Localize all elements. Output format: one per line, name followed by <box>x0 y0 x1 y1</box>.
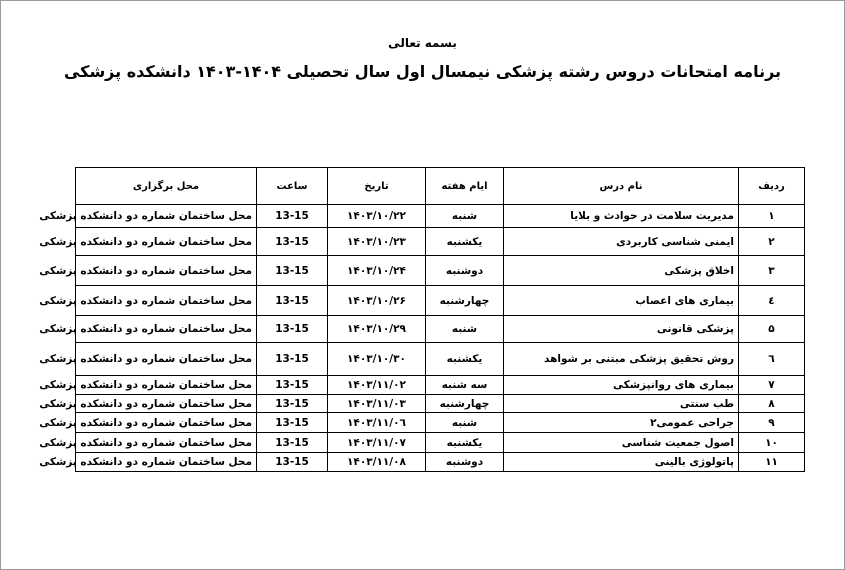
header-time: ساعت <box>257 168 328 205</box>
cell-date: ۱۴۰۳/۱۰/۲۲ <box>328 205 426 228</box>
header-place: محل برگزاری <box>76 168 257 205</box>
header-num: ردیف <box>739 168 805 205</box>
cell-time: 13-15 <box>257 228 328 256</box>
cell-day: یکشنبه <box>426 343 504 376</box>
cell-course: بیماری های روانپزشکی <box>504 376 739 395</box>
cell-num: ٦ <box>739 343 805 376</box>
cell-time: 13-15 <box>257 395 328 413</box>
cell-place: محل ساختمان شماره دو دانشکده پزشکی <box>76 228 257 256</box>
cell-day: شنبه <box>426 205 504 228</box>
header-date: تاریخ <box>328 168 426 205</box>
cell-date: ۱۴۰۳/۱۰/۲۳ <box>328 228 426 256</box>
table-header-row <box>76 168 805 205</box>
cell-date: ۱۴۰۳/۱۱/۰۳ <box>328 395 426 413</box>
cell-day: دوشنبه <box>426 453 504 472</box>
cell-course: پزشکی قانونی <box>504 316 739 343</box>
exam-schedule-table <box>39 167 805 472</box>
cell-time: 13-15 <box>257 413 328 433</box>
table-row <box>76 316 805 343</box>
cell-time: 13-15 <box>257 376 328 395</box>
cell-date: ۱۴۰۳/۱۰/۳۰ <box>328 343 426 376</box>
header-day: ایام هفته <box>426 168 504 205</box>
cell-num: ۱ <box>739 205 805 228</box>
cell-time: 13-15 <box>257 286 328 316</box>
table-row <box>76 413 805 433</box>
cell-time: 13-15 <box>257 205 328 228</box>
cell-time: 13-15 <box>257 256 328 286</box>
cell-course: طب سنتی <box>504 395 739 413</box>
table-row <box>76 228 805 256</box>
bismillah-heading: بسمه تعالی <box>388 36 457 50</box>
table-row <box>76 433 805 453</box>
cell-num: ۱۱ <box>739 453 805 472</box>
cell-num: ۱۰ <box>739 433 805 453</box>
cell-date: ۱۴۰۳/۱۱/۰۲ <box>328 376 426 395</box>
cell-place: محل ساختمان شماره دو دانشکده پزشکی <box>76 453 257 472</box>
cell-day: یکشنبه <box>426 228 504 256</box>
table-row <box>76 395 805 413</box>
cell-course: بیماری های اعصاب <box>504 286 739 316</box>
cell-place: محل ساختمان شماره دو دانشکده پزشکی <box>76 286 257 316</box>
cell-num: ۹ <box>739 413 805 433</box>
cell-num: ۳ <box>739 256 805 286</box>
cell-place: محل ساختمان شماره دو دانشکده پزشکی <box>76 316 257 343</box>
cell-date: ۱۴۰۳/۱۰/۲۹ <box>328 316 426 343</box>
cell-date: ۱۴۰۳/۱۱/۰۸ <box>328 453 426 472</box>
cell-place: محل ساختمان شماره دو دانشکده پزشکی <box>76 413 257 433</box>
cell-day: شنبه <box>426 316 504 343</box>
cell-num: ٤ <box>739 286 805 316</box>
cell-time: 13-15 <box>257 433 328 453</box>
table-row <box>76 286 805 316</box>
cell-day: دوشنبه <box>426 256 504 286</box>
table-body <box>39 205 805 472</box>
cell-num: ۷ <box>739 376 805 395</box>
cell-date: ۱۴۰۳/۱۰/۲۶ <box>328 286 426 316</box>
cell-course: اصول جمعیت شناسی <box>504 433 739 453</box>
cell-date: ۱۴۰۳/۱۰/۲۴ <box>328 256 426 286</box>
cell-time: 13-15 <box>257 316 328 343</box>
table-row <box>76 205 805 228</box>
cell-course: روش تحقیق پزشکی مبتنی بر شواهد <box>504 343 739 376</box>
cell-place: محل ساختمان شماره دو دانشکده پزشکی <box>76 433 257 453</box>
cell-place: محل ساختمان شماره دو دانشکده پزشکی <box>76 395 257 413</box>
cell-num: ۲ <box>739 228 805 256</box>
cell-num: ۵ <box>739 316 805 343</box>
table-row <box>76 256 805 286</box>
cell-course: پاتولوژی بالینی <box>504 453 739 472</box>
cell-day: چهارشنبه <box>426 286 504 316</box>
cell-place: محل ساختمان شماره دو دانشکده پزشکی <box>76 343 257 376</box>
cell-place: محل ساختمان شماره دو دانشکده پزشکی <box>76 376 257 395</box>
table-row <box>76 376 805 395</box>
cell-course: جراحی عمومی۲ <box>504 413 739 433</box>
cell-place: محل ساختمان شماره دو دانشکده پزشکی <box>76 256 257 286</box>
cell-day: سه شنبه <box>426 376 504 395</box>
cell-course: اخلاق پزشکی <box>504 256 739 286</box>
cell-course: ایمنی شناسی کاربردی <box>504 228 739 256</box>
cell-time: 13-15 <box>257 343 328 376</box>
cell-course: مدیریت سلامت در حوادث و بلایا <box>504 205 739 228</box>
page-title: برنامه امتحانات دروس رشته پزشکی نیمسال اول سال تحصیلی ۱۴۰۴-۱۴۰۳ دانشکده پزشکی <box>63 62 782 81</box>
cell-day: چهارشنبه <box>426 395 504 413</box>
cell-num: ۸ <box>739 395 805 413</box>
cell-date: ۱۴۰۳/۱۱/۰۷ <box>328 433 426 453</box>
cell-date: ۱۴۰۳/۱۱/۰٦ <box>328 413 426 433</box>
cell-day: یکشنبه <box>426 433 504 453</box>
table-row <box>76 453 805 472</box>
header-course: نام درس <box>504 168 739 205</box>
cell-place: محل ساختمان شماره دو دانشکده پزشکی <box>76 205 257 228</box>
cell-time: 13-15 <box>257 453 328 472</box>
table-row <box>76 343 805 376</box>
cell-day: شنبه <box>426 413 504 433</box>
